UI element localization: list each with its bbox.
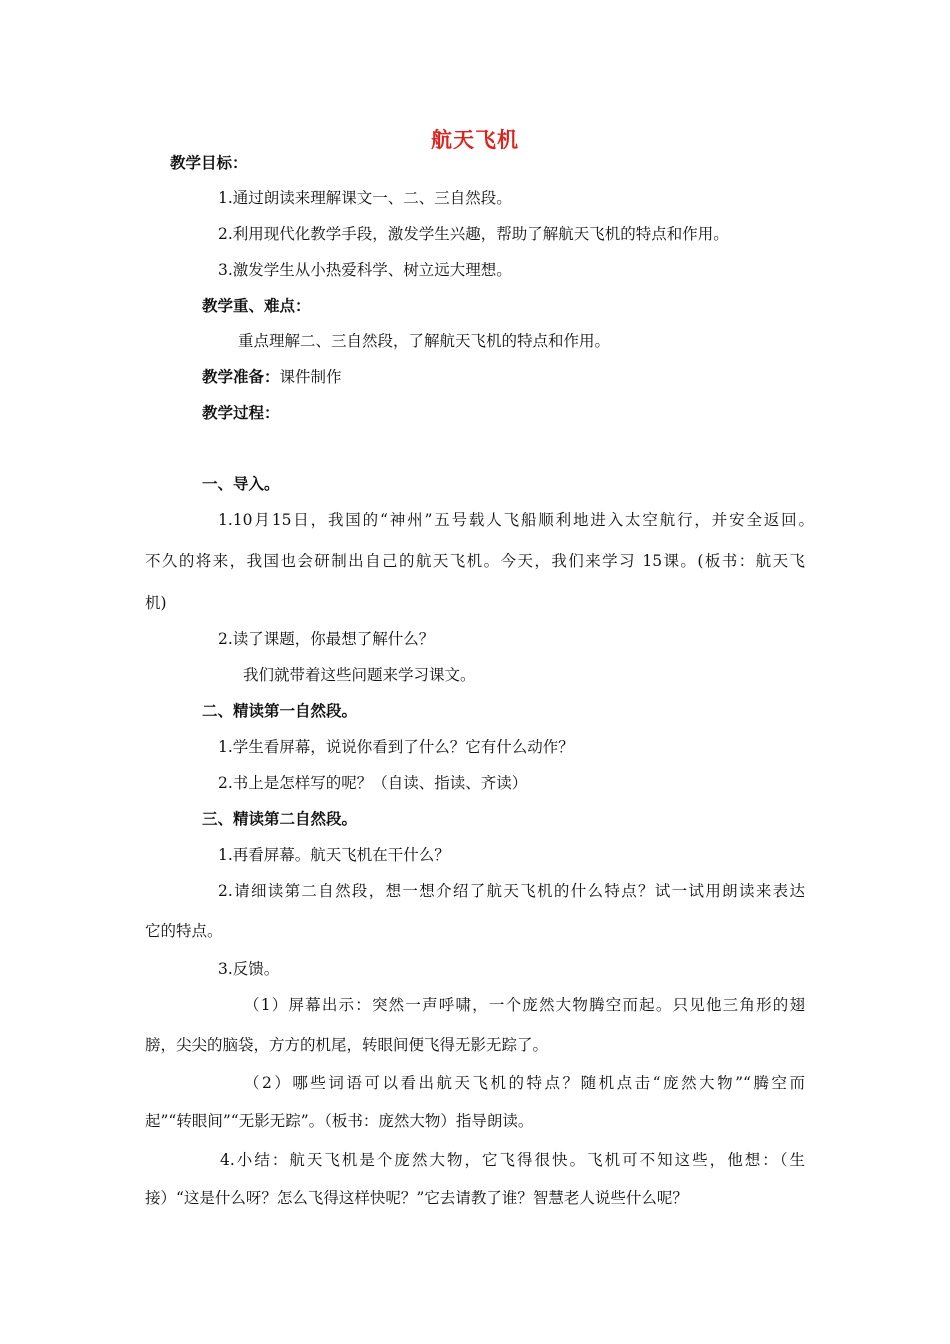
section1-p1-line3: 机) — [145, 594, 167, 612]
preparation-heading: 教学准备： — [202, 368, 280, 386]
section3-p3: 3.反馈。 — [218, 960, 280, 978]
objective-item-3: 3.激发学生从小热爱科学、树立远大理想。 — [218, 261, 512, 279]
section3-heading: 三、精读第二自然段。 — [202, 810, 358, 828]
preparation-line — [202, 366, 342, 388]
section3-p4-line1: （1）屏幕出示：突然一声呼啸，一个庞然大物腾空而起。只见他三角形的翅 — [244, 996, 805, 1014]
section3-p1: 1.再看屏幕。航天飞机在干什么？ — [218, 846, 450, 864]
process-heading: 教学过程： — [202, 404, 280, 422]
objective-item-2: 2.利用现代化教学手段，激发学生兴趣，帮助了解航天飞机的特点和作用。 — [218, 225, 729, 243]
section3-p2-line1: 2.请细读第二自然段，想一想介绍了航天飞机的什么特点？试一试用朗读来表达 — [218, 882, 805, 900]
section1-p2: 2.读了课题，你最想了解什么？ — [218, 630, 435, 648]
section3-p5-line2: 起”“转眼间”“无影无踪”。（板书：庞然大物）指导朗读。 — [145, 1112, 534, 1130]
key-points-heading: 教学重、难点： — [202, 297, 311, 315]
key-points-text: 重点理解二、三自然段，了解航天飞机的特点和作用。 — [238, 332, 611, 350]
document-title: 航天飞机 — [431, 128, 519, 152]
section2-p1: 1.学生看屏幕，说说你看到了什么？它有什么动作？ — [218, 738, 574, 756]
section2-heading: 二、精读第一自然段。 — [202, 702, 358, 720]
section1-heading: 一、导入。 — [202, 475, 280, 493]
objective-item-1: 1.通过朗读来理解课文一、二、三自然段。 — [218, 189, 512, 207]
section3-p6-line2: 接）“这是什么呀？怎么飞得这样快呢？”它去请教了谁？智慧老人说些什么呢？ — [145, 1189, 688, 1207]
section1-p3: 我们就带着这些问题来学习课文。 — [243, 666, 476, 684]
section1-p1-line2: 不久的将来，我国也会研制出自己的航天飞机。今天，我们来学习 15课。(板书：航天飞 — [145, 552, 805, 570]
section3-p2-line2: 它的特点。 — [145, 922, 223, 940]
section3-p4-line2: 膀，尖尖的脑袋，方方的机尾，转眼间便飞得无影无踪了。 — [145, 1036, 549, 1054]
section1-p1-line1: 1.10月15日，我国的“神州”五号载人飞船顺利地进入太空航行，并安全返回。 — [218, 511, 814, 529]
preparation-text: 课件制作 — [279, 368, 342, 386]
section3-p6-line1: 4.小结：航天飞机是个庞然大物，它飞得很快。飞机可不知这些，他想：（生 — [220, 1151, 805, 1169]
section2-p2: 2.书上是怎样写的呢？（自读、指读、齐读） — [218, 774, 528, 792]
objectives-heading: 教学目标： — [170, 154, 248, 172]
section3-p5-line1: （2）哪些词语可以看出航天飞机的特点？随机点击“庞然大物”“腾空而 — [244, 1074, 805, 1092]
